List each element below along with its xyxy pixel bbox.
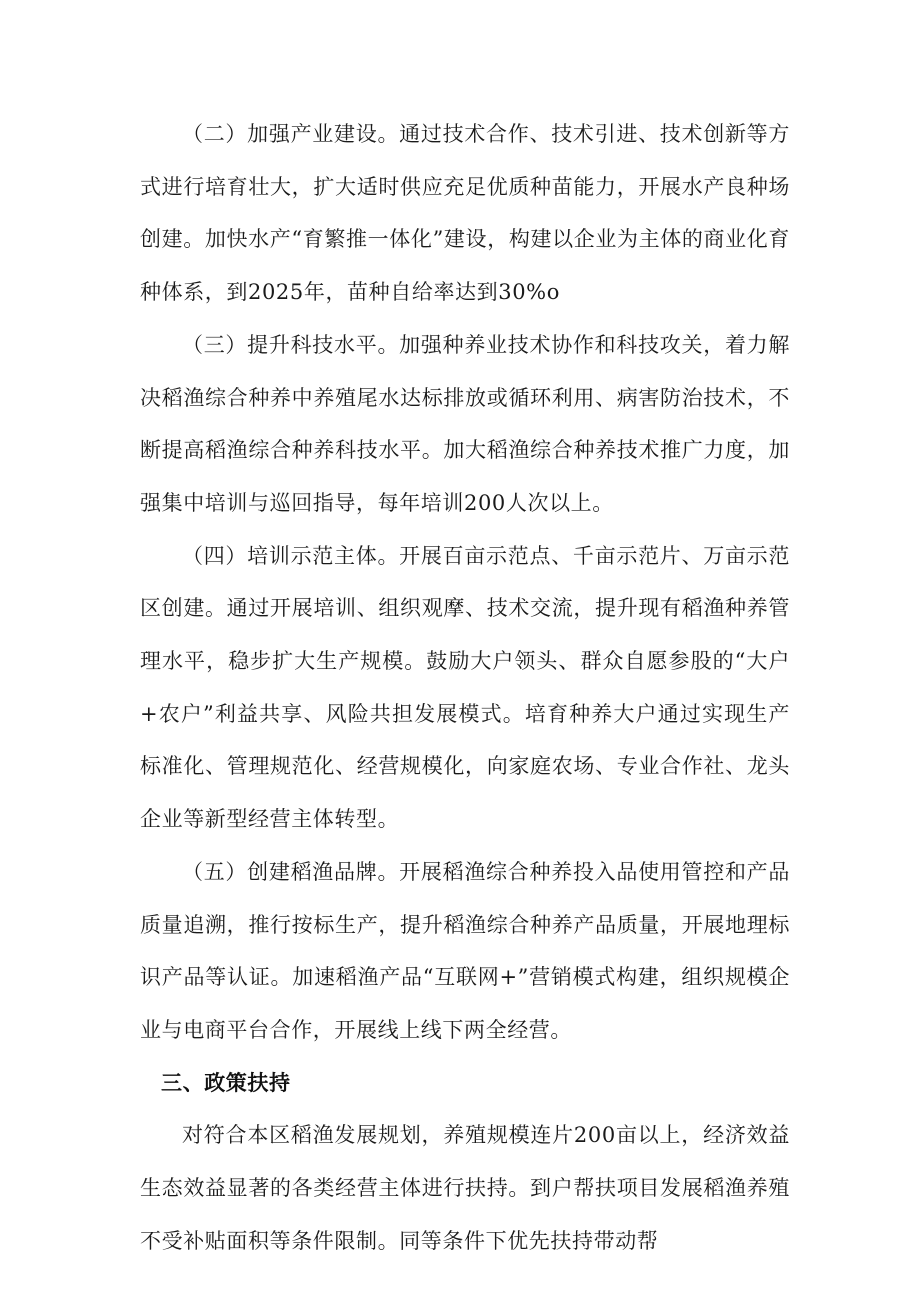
document-body — [140, 108, 790, 1267]
paragraph-technology-level: （三）提升科技水平。加强种养业技术协作和科技攻关，着力解决稻渔综合种养中养殖尾水达标排放或循环利用、病害防治技术，不断提高稻渔综合种养科技水平。加大稻渔综合种养技术推广力度，加强集中培训与巡回指导，每年培训200人次以上。 — [140, 332, 790, 515]
section-heading-policy-support: 三、政策扶持 — [161, 1070, 291, 1095]
paragraph-policy-support: 对符合本区稻渔发展规划，养殖规模连片200亩以上，经济效益生态效益显著的各类经营主体进行扶持。到户帮扶项目发展稻渔养殖不受补贴面积等条件限制。同等条件下优先扶持带动帮 — [140, 1123, 790, 1253]
paragraph-training-demonstration: （四）培训示范主体。开展百亩示范点、千亩示范片、万亩示范区创建。通过开展培训、组织观摩、技术交流，提升现有稻渔种养管理水平，稳步扩大生产规模。鼓励大户领头、群众自愿参股的“大户+农户”利益共享、风险共担发展模式。培育种养大户通过实现生产标准化、管理规范化、经营规模化，向家庭农场、专业合作社、龙头企业等新型经营主体转型。 — [140, 543, 790, 832]
paragraph-brand-creation: （五）创建稻渔品牌。开展稻渔综合种养投入品使用管控和产品质量追溯，推行按标生产，提升稻渔综合种养产品质量，开展地理标识产品等认证。加速稻渔产品“互联网+”营销模式构建，组织规模企业与电商平台合作，开展线上线下两全经营。 — [140, 859, 790, 1042]
paragraph-industry-construction: （二）加强产业建设。通过技术合作、技术引进、技术创新等方式进行培育壮大，扩大适时供应充足优质种苗能力，开展水产良种场创建。加快水产“育繁推一体化”建设，构建以企业为主体的商业化育种体系，到2025年，苗种自给率达到30%o — [140, 122, 790, 305]
